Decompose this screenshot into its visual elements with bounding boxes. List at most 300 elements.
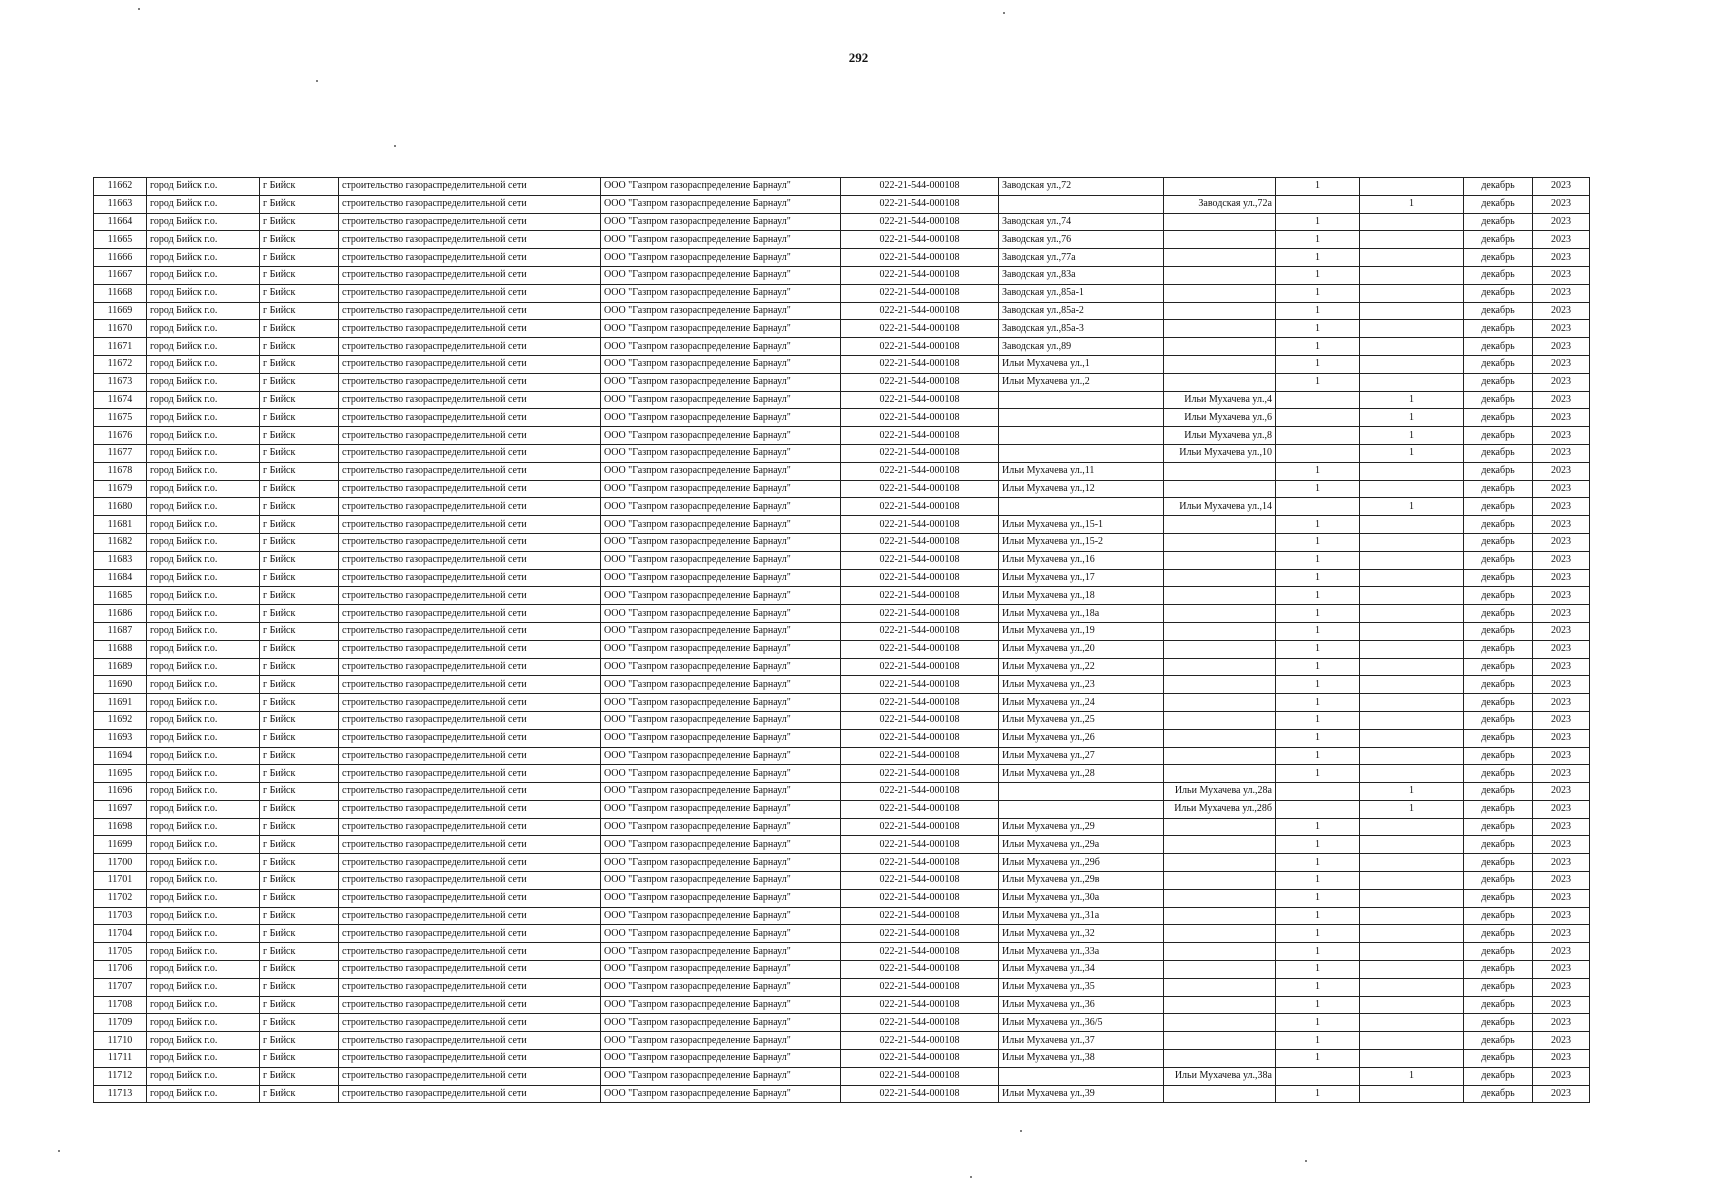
month-cell: декабрь bbox=[1464, 889, 1533, 907]
registry-code-cell: 022-21-544-000108 bbox=[841, 213, 999, 231]
count-alt-cell bbox=[1360, 320, 1464, 338]
city-cell: г Бийск bbox=[260, 729, 339, 747]
table-row bbox=[94, 640, 1590, 658]
year-cell: 2023 bbox=[1533, 213, 1590, 231]
district-cell: город Бийск г.о. bbox=[147, 783, 260, 801]
address-cell: Заводская ул.,85а-3 bbox=[999, 320, 1164, 338]
registry-code-cell: 022-21-544-000108 bbox=[841, 249, 999, 267]
address-alt-cell bbox=[1164, 854, 1276, 872]
work-type-cell: строительство газораспределительной сети bbox=[339, 1067, 601, 1085]
count-alt-cell bbox=[1360, 231, 1464, 249]
organization-cell: ООО "Газпром газораспределение Барнаул" bbox=[601, 213, 841, 231]
month-cell: декабрь bbox=[1464, 1032, 1533, 1050]
organization-cell: ООО "Газпром газораспределение Барнаул" bbox=[601, 266, 841, 284]
address-cell: Заводская ул.,74 bbox=[999, 213, 1164, 231]
registry-code-cell: 022-21-544-000108 bbox=[841, 818, 999, 836]
organization-cell: ООО "Газпром газораспределение Барнаул" bbox=[601, 284, 841, 302]
city-cell: г Бийск bbox=[260, 551, 339, 569]
address-alt-cell bbox=[1164, 907, 1276, 925]
month-cell: декабрь bbox=[1464, 996, 1533, 1014]
registry-code-cell: 022-21-544-000108 bbox=[841, 462, 999, 480]
registry-code-cell: 022-21-544-000108 bbox=[841, 195, 999, 213]
count-alt-cell bbox=[1360, 836, 1464, 854]
month-cell: декабрь bbox=[1464, 338, 1533, 356]
count-cell: 1 bbox=[1276, 711, 1360, 729]
count-cell bbox=[1276, 444, 1360, 462]
table-row bbox=[94, 854, 1590, 872]
address-alt-cell bbox=[1164, 338, 1276, 356]
address-alt-cell bbox=[1164, 996, 1276, 1014]
work-type-cell: строительство газораспределительной сети bbox=[339, 480, 601, 498]
count-cell: 1 bbox=[1276, 320, 1360, 338]
month-cell: декабрь bbox=[1464, 249, 1533, 267]
count-cell: 1 bbox=[1276, 551, 1360, 569]
district-cell: город Бийск г.о. bbox=[147, 658, 260, 676]
count-cell: 1 bbox=[1276, 765, 1360, 783]
year-cell: 2023 bbox=[1533, 836, 1590, 854]
table-row bbox=[94, 195, 1590, 213]
district-cell: город Бийск г.о. bbox=[147, 409, 260, 427]
city-cell: г Бийск bbox=[260, 783, 339, 801]
city-cell: г Бийск bbox=[260, 658, 339, 676]
address-alt-cell bbox=[1164, 818, 1276, 836]
count-cell: 1 bbox=[1276, 622, 1360, 640]
district-cell: город Бийск г.о. bbox=[147, 355, 260, 373]
work-type-cell: строительство газораспределительной сети bbox=[339, 765, 601, 783]
table-row bbox=[94, 818, 1590, 836]
address-cell: Ильи Мухачева ул.,29 bbox=[999, 818, 1164, 836]
address-cell: Ильи Мухачева ул.,18 bbox=[999, 587, 1164, 605]
count-cell: 1 bbox=[1276, 355, 1360, 373]
month-cell: декабрь bbox=[1464, 854, 1533, 872]
registry-code-cell: 022-21-544-000108 bbox=[841, 231, 999, 249]
registry-code-cell: 022-21-544-000108 bbox=[841, 836, 999, 854]
work-type-cell: строительство газораспределительной сети bbox=[339, 249, 601, 267]
scan-speck bbox=[1003, 12, 1005, 14]
city-cell: г Бийск bbox=[260, 1014, 339, 1032]
table-row bbox=[94, 622, 1590, 640]
month-cell: декабрь bbox=[1464, 658, 1533, 676]
registry-body bbox=[94, 178, 1590, 1103]
count-cell: 1 bbox=[1276, 373, 1360, 391]
year-cell: 2023 bbox=[1533, 747, 1590, 765]
count-alt-cell bbox=[1360, 373, 1464, 391]
work-type-cell: строительство газораспределительной сети bbox=[339, 996, 601, 1014]
count-cell: 1 bbox=[1276, 640, 1360, 658]
table-row bbox=[94, 605, 1590, 623]
work-type-cell: строительство газораспределительной сети bbox=[339, 818, 601, 836]
year-cell: 2023 bbox=[1533, 818, 1590, 836]
work-type-cell: строительство газораспределительной сети bbox=[339, 569, 601, 587]
table-row bbox=[94, 711, 1590, 729]
table-row bbox=[94, 729, 1590, 747]
address-alt-cell bbox=[1164, 266, 1276, 284]
address-alt-cell bbox=[1164, 943, 1276, 961]
registry-code-cell: 022-21-544-000108 bbox=[841, 373, 999, 391]
district-cell: город Бийск г.о. bbox=[147, 943, 260, 961]
district-cell: город Бийск г.о. bbox=[147, 249, 260, 267]
table-row bbox=[94, 498, 1590, 516]
year-cell: 2023 bbox=[1533, 1067, 1590, 1085]
city-cell: г Бийск bbox=[260, 800, 339, 818]
year-cell: 2023 bbox=[1533, 961, 1590, 979]
address-alt-cell bbox=[1164, 284, 1276, 302]
table-row bbox=[94, 961, 1590, 979]
organization-cell: ООО "Газпром газораспределение Барнаул" bbox=[601, 925, 841, 943]
work-type-cell: строительство газораспределительной сети bbox=[339, 587, 601, 605]
count-alt-cell bbox=[1360, 533, 1464, 551]
count-alt-cell: 1 bbox=[1360, 409, 1464, 427]
scan-speck bbox=[316, 80, 318, 82]
address-alt-cell bbox=[1164, 836, 1276, 854]
work-type-cell: строительство газораспределительной сети bbox=[339, 658, 601, 676]
count-alt-cell bbox=[1360, 765, 1464, 783]
address-alt-cell bbox=[1164, 320, 1276, 338]
address-alt-cell: Заводская ул.,72а bbox=[1164, 195, 1276, 213]
year-cell: 2023 bbox=[1533, 569, 1590, 587]
row-number-cell: 11706 bbox=[94, 961, 147, 979]
registry-code-cell: 022-21-544-000108 bbox=[841, 1032, 999, 1050]
city-cell: г Бийск bbox=[260, 444, 339, 462]
address-alt-cell bbox=[1164, 533, 1276, 551]
count-alt-cell bbox=[1360, 355, 1464, 373]
row-number-cell: 11702 bbox=[94, 889, 147, 907]
table-row bbox=[94, 1067, 1590, 1085]
count-alt-cell bbox=[1360, 907, 1464, 925]
work-type-cell: строительство газораспределительной сети bbox=[339, 800, 601, 818]
count-cell: 1 bbox=[1276, 1014, 1360, 1032]
address-alt-cell bbox=[1164, 1032, 1276, 1050]
city-cell: г Бийск bbox=[260, 533, 339, 551]
year-cell: 2023 bbox=[1533, 711, 1590, 729]
registry-code-cell: 022-21-544-000108 bbox=[841, 498, 999, 516]
organization-cell: ООО "Газпром газораспределение Барнаул" bbox=[601, 818, 841, 836]
city-cell: г Бийск bbox=[260, 765, 339, 783]
address-alt-cell bbox=[1164, 925, 1276, 943]
organization-cell: ООО "Газпром газораспределение Барнаул" bbox=[601, 943, 841, 961]
address-cell: Ильи Мухачева ул.,12 bbox=[999, 480, 1164, 498]
year-cell: 2023 bbox=[1533, 925, 1590, 943]
year-cell: 2023 bbox=[1533, 480, 1590, 498]
count-cell: 1 bbox=[1276, 462, 1360, 480]
registry-code-cell: 022-21-544-000108 bbox=[841, 765, 999, 783]
row-number-cell: 11695 bbox=[94, 765, 147, 783]
scan-speck bbox=[970, 1176, 972, 1178]
address-cell: Ильи Мухачева ул.,19 bbox=[999, 622, 1164, 640]
count-alt-cell bbox=[1360, 1032, 1464, 1050]
count-cell: 1 bbox=[1276, 1085, 1360, 1103]
count-cell bbox=[1276, 1067, 1360, 1085]
registry-code-cell: 022-21-544-000108 bbox=[841, 640, 999, 658]
row-number-cell: 11672 bbox=[94, 355, 147, 373]
month-cell: декабрь bbox=[1464, 783, 1533, 801]
table-row bbox=[94, 783, 1590, 801]
address-alt-cell bbox=[1164, 1050, 1276, 1068]
district-cell: город Бийск г.о. bbox=[147, 462, 260, 480]
work-type-cell: строительство газораспределительной сети bbox=[339, 711, 601, 729]
month-cell: декабрь bbox=[1464, 587, 1533, 605]
year-cell: 2023 bbox=[1533, 498, 1590, 516]
year-cell: 2023 bbox=[1533, 783, 1590, 801]
month-cell: декабрь bbox=[1464, 711, 1533, 729]
work-type-cell: строительство газораспределительной сети bbox=[339, 302, 601, 320]
registry-code-cell: 022-21-544-000108 bbox=[841, 943, 999, 961]
count-alt-cell bbox=[1360, 1085, 1464, 1103]
month-cell: декабрь bbox=[1464, 925, 1533, 943]
table-row bbox=[94, 569, 1590, 587]
registry-code-cell: 022-21-544-000108 bbox=[841, 516, 999, 534]
city-cell: г Бийск bbox=[260, 231, 339, 249]
district-cell: город Бийск г.о. bbox=[147, 676, 260, 694]
work-type-cell: строительство газораспределительной сети bbox=[339, 889, 601, 907]
count-cell: 1 bbox=[1276, 213, 1360, 231]
registry-code-cell: 022-21-544-000108 bbox=[841, 587, 999, 605]
organization-cell: ООО "Газпром газораспределение Барнаул" bbox=[601, 694, 841, 712]
month-cell: декабрь bbox=[1464, 427, 1533, 445]
address-alt-cell bbox=[1164, 658, 1276, 676]
work-type-cell: строительство газораспределительной сети bbox=[339, 516, 601, 534]
table-row bbox=[94, 409, 1590, 427]
count-cell bbox=[1276, 783, 1360, 801]
count-cell: 1 bbox=[1276, 961, 1360, 979]
address-alt-cell bbox=[1164, 640, 1276, 658]
organization-cell: ООО "Газпром газораспределение Барнаул" bbox=[601, 427, 841, 445]
address-cell: Заводская ул.,76 bbox=[999, 231, 1164, 249]
table-row bbox=[94, 836, 1590, 854]
district-cell: город Бийск г.о. bbox=[147, 836, 260, 854]
district-cell: город Бийск г.о. bbox=[147, 569, 260, 587]
address-cell: Ильи Мухачева ул.,38 bbox=[999, 1050, 1164, 1068]
organization-cell: ООО "Газпром газораспределение Барнаул" bbox=[601, 800, 841, 818]
district-cell: город Бийск г.о. bbox=[147, 1067, 260, 1085]
work-type-cell: строительство газораспределительной сети bbox=[339, 854, 601, 872]
year-cell: 2023 bbox=[1533, 640, 1590, 658]
year-cell: 2023 bbox=[1533, 444, 1590, 462]
scan-speck bbox=[1020, 1130, 1022, 1132]
table-row bbox=[94, 694, 1590, 712]
address-cell: Ильи Мухачева ул.,15-1 bbox=[999, 516, 1164, 534]
table-row bbox=[94, 516, 1590, 534]
count-alt-cell: 1 bbox=[1360, 1067, 1464, 1085]
table-row bbox=[94, 1050, 1590, 1068]
year-cell: 2023 bbox=[1533, 178, 1590, 196]
row-number-cell: 11670 bbox=[94, 320, 147, 338]
month-cell: декабрь bbox=[1464, 1085, 1533, 1103]
registry-code-cell: 022-21-544-000108 bbox=[841, 925, 999, 943]
address-alt-cell bbox=[1164, 961, 1276, 979]
table-row bbox=[94, 587, 1590, 605]
work-type-cell: строительство газораспределительной сети bbox=[339, 409, 601, 427]
district-cell: город Бийск г.о. bbox=[147, 872, 260, 890]
year-cell: 2023 bbox=[1533, 996, 1590, 1014]
row-number-cell: 11712 bbox=[94, 1067, 147, 1085]
count-alt-cell bbox=[1360, 569, 1464, 587]
organization-cell: ООО "Газпром газораспределение Барнаул" bbox=[601, 622, 841, 640]
district-cell: город Бийск г.о. bbox=[147, 178, 260, 196]
year-cell: 2023 bbox=[1533, 1085, 1590, 1103]
city-cell: г Бийск bbox=[260, 943, 339, 961]
row-number-cell: 11698 bbox=[94, 818, 147, 836]
work-type-cell: строительство газораспределительной сети bbox=[339, 213, 601, 231]
district-cell: город Бийск г.о. bbox=[147, 996, 260, 1014]
address-cell: Заводская ул.,77а bbox=[999, 249, 1164, 267]
count-alt-cell bbox=[1360, 284, 1464, 302]
organization-cell: ООО "Газпром газораспределение Барнаул" bbox=[601, 409, 841, 427]
row-number-cell: 11671 bbox=[94, 338, 147, 356]
table-row bbox=[94, 996, 1590, 1014]
district-cell: город Бийск г.о. bbox=[147, 320, 260, 338]
row-number-cell: 11686 bbox=[94, 605, 147, 623]
address-cell: Ильи Мухачева ул.,17 bbox=[999, 569, 1164, 587]
address-cell: Ильи Мухачева ул.,36 bbox=[999, 996, 1164, 1014]
city-cell: г Бийск bbox=[260, 1032, 339, 1050]
table-row bbox=[94, 373, 1590, 391]
count-cell: 1 bbox=[1276, 605, 1360, 623]
work-type-cell: строительство газораспределительной сети bbox=[339, 978, 601, 996]
registry-code-cell: 022-21-544-000108 bbox=[841, 996, 999, 1014]
organization-cell: ООО "Газпром газораспределение Барнаул" bbox=[601, 978, 841, 996]
table-row bbox=[94, 302, 1590, 320]
work-type-cell: строительство газораспределительной сети bbox=[339, 462, 601, 480]
city-cell: г Бийск bbox=[260, 462, 339, 480]
city-cell: г Бийск bbox=[260, 195, 339, 213]
count-alt-cell bbox=[1360, 462, 1464, 480]
row-number-cell: 11673 bbox=[94, 373, 147, 391]
count-alt-cell bbox=[1360, 480, 1464, 498]
year-cell: 2023 bbox=[1533, 195, 1590, 213]
table-row bbox=[94, 765, 1590, 783]
organization-cell: ООО "Газпром газораспределение Барнаул" bbox=[601, 302, 841, 320]
row-number-cell: 11705 bbox=[94, 943, 147, 961]
work-type-cell: строительство газораспределительной сети bbox=[339, 640, 601, 658]
row-number-cell: 11700 bbox=[94, 854, 147, 872]
city-cell: г Бийск bbox=[260, 1085, 339, 1103]
address-alt-cell: Ильи Мухачева ул.,10 bbox=[1164, 444, 1276, 462]
address-alt-cell: Ильи Мухачева ул.,6 bbox=[1164, 409, 1276, 427]
address-cell: Ильи Мухачева ул.,1 bbox=[999, 355, 1164, 373]
registry-code-cell: 022-21-544-000108 bbox=[841, 1067, 999, 1085]
count-cell: 1 bbox=[1276, 338, 1360, 356]
row-number-cell: 11713 bbox=[94, 1085, 147, 1103]
work-type-cell: строительство газораспределительной сети bbox=[339, 551, 601, 569]
address-cell: Ильи Мухачева ул.,25 bbox=[999, 711, 1164, 729]
organization-cell: ООО "Газпром газораспределение Барнаул" bbox=[601, 872, 841, 890]
address-cell bbox=[999, 783, 1164, 801]
address-cell: Ильи Мухачева ул.,32 bbox=[999, 925, 1164, 943]
city-cell: г Бийск bbox=[260, 996, 339, 1014]
address-alt-cell bbox=[1164, 231, 1276, 249]
address-cell: Заводская ул.,89 bbox=[999, 338, 1164, 356]
district-cell: город Бийск г.о. bbox=[147, 925, 260, 943]
count-cell: 1 bbox=[1276, 516, 1360, 534]
address-alt-cell bbox=[1164, 605, 1276, 623]
count-alt-cell: 1 bbox=[1360, 783, 1464, 801]
row-number-cell: 11684 bbox=[94, 569, 147, 587]
row-number-cell: 11690 bbox=[94, 676, 147, 694]
address-alt-cell bbox=[1164, 302, 1276, 320]
work-type-cell: строительство газораспределительной сети bbox=[339, 1085, 601, 1103]
organization-cell: ООО "Газпром газораспределение Барнаул" bbox=[601, 516, 841, 534]
organization-cell: ООО "Газпром газораспределение Барнаул" bbox=[601, 961, 841, 979]
district-cell: город Бийск г.о. bbox=[147, 711, 260, 729]
count-cell: 1 bbox=[1276, 178, 1360, 196]
count-cell: 1 bbox=[1276, 943, 1360, 961]
month-cell: декабрь bbox=[1464, 213, 1533, 231]
count-alt-cell: 1 bbox=[1360, 195, 1464, 213]
month-cell: декабрь bbox=[1464, 533, 1533, 551]
year-cell: 2023 bbox=[1533, 1032, 1590, 1050]
work-type-cell: строительство газораспределительной сети bbox=[339, 605, 601, 623]
row-number-cell: 11697 bbox=[94, 800, 147, 818]
district-cell: город Бийск г.о. bbox=[147, 551, 260, 569]
address-alt-cell bbox=[1164, 889, 1276, 907]
address-alt-cell: Ильи Мухачева ул.,28а bbox=[1164, 783, 1276, 801]
count-alt-cell bbox=[1360, 676, 1464, 694]
table-row bbox=[94, 978, 1590, 996]
district-cell: город Бийск г.о. bbox=[147, 1050, 260, 1068]
year-cell: 2023 bbox=[1533, 373, 1590, 391]
district-cell: город Бийск г.о. bbox=[147, 516, 260, 534]
address-alt-cell bbox=[1164, 1014, 1276, 1032]
organization-cell: ООО "Газпром газораспределение Барнаул" bbox=[601, 338, 841, 356]
count-alt-cell: 1 bbox=[1360, 444, 1464, 462]
registry-code-cell: 022-21-544-000108 bbox=[841, 1050, 999, 1068]
table-row bbox=[94, 676, 1590, 694]
table-row bbox=[94, 355, 1590, 373]
work-type-cell: строительство газораспределительной сети bbox=[339, 284, 601, 302]
count-cell: 1 bbox=[1276, 978, 1360, 996]
work-type-cell: строительство газораспределительной сети bbox=[339, 391, 601, 409]
row-number-cell: 11701 bbox=[94, 872, 147, 890]
address-alt-cell bbox=[1164, 1085, 1276, 1103]
address-cell bbox=[999, 800, 1164, 818]
address-cell: Ильи Мухачева ул.,29а bbox=[999, 836, 1164, 854]
registry-code-cell: 022-21-544-000108 bbox=[841, 907, 999, 925]
count-alt-cell bbox=[1360, 1050, 1464, 1068]
city-cell: г Бийск bbox=[260, 178, 339, 196]
organization-cell: ООО "Газпром газораспределение Барнаул" bbox=[601, 605, 841, 623]
city-cell: г Бийск bbox=[260, 711, 339, 729]
month-cell: декабрь bbox=[1464, 302, 1533, 320]
table-row bbox=[94, 284, 1590, 302]
address-alt-cell bbox=[1164, 551, 1276, 569]
month-cell: декабрь bbox=[1464, 978, 1533, 996]
count-cell: 1 bbox=[1276, 676, 1360, 694]
district-cell: город Бийск г.о. bbox=[147, 729, 260, 747]
city-cell: г Бийск bbox=[260, 676, 339, 694]
registry-code-cell: 022-21-544-000108 bbox=[841, 266, 999, 284]
address-alt-cell bbox=[1164, 569, 1276, 587]
month-cell: декабрь bbox=[1464, 676, 1533, 694]
count-alt-cell bbox=[1360, 622, 1464, 640]
address-alt-cell: Ильи Мухачева ул.,8 bbox=[1164, 427, 1276, 445]
district-cell: город Бийск г.о. bbox=[147, 302, 260, 320]
registry-table bbox=[93, 177, 1590, 1103]
table-row bbox=[94, 533, 1590, 551]
table-row bbox=[94, 907, 1590, 925]
count-cell: 1 bbox=[1276, 694, 1360, 712]
count-alt-cell bbox=[1360, 178, 1464, 196]
city-cell: г Бийск bbox=[260, 480, 339, 498]
month-cell: декабрь bbox=[1464, 391, 1533, 409]
work-type-cell: строительство газораспределительной сети bbox=[339, 676, 601, 694]
address-cell: Ильи Мухачева ул.,36/5 bbox=[999, 1014, 1164, 1032]
city-cell: г Бийск bbox=[260, 587, 339, 605]
address-cell: Ильи Мухачева ул.,22 bbox=[999, 658, 1164, 676]
row-number-cell: 11679 bbox=[94, 480, 147, 498]
address-cell: Ильи Мухачева ул.,35 bbox=[999, 978, 1164, 996]
scan-speck bbox=[58, 1150, 60, 1152]
